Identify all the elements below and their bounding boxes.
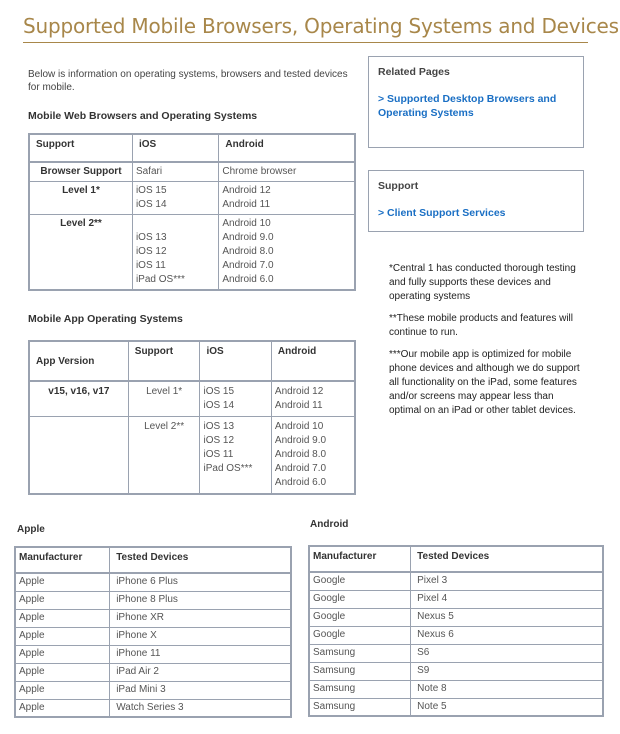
device-cell: S6 (411, 644, 603, 662)
device-cell: Note 5 (411, 698, 603, 716)
table-row (29, 162, 355, 182)
support-level: Level 1* (128, 381, 200, 417)
cell-line: Android 11 (222, 199, 271, 210)
cell-line: Android 6.0 (274, 477, 327, 488)
table-row (309, 572, 603, 590)
row-label: Level 1* (29, 182, 132, 215)
device-cell: S9 (411, 662, 603, 680)
app-version: v15, v16, v17 (29, 381, 128, 417)
device-cell: Note 8 (411, 680, 603, 698)
cell-line: Android 7.0 (222, 260, 274, 271)
device-cell: Pixel 3 (411, 572, 603, 590)
manufacturer-cell: Google (309, 572, 411, 590)
cell-line (136, 217, 215, 231)
table-row (309, 626, 603, 644)
cell-android (271, 417, 355, 495)
manufacturer-cell: Apple (15, 627, 110, 645)
cell-line: iOS 15 (135, 185, 167, 196)
table-row (29, 215, 355, 291)
table-header-row (29, 341, 355, 381)
related-pages-title: Related Pages (378, 66, 450, 78)
cell-ios (132, 162, 218, 182)
column-header: Manufacturer (309, 546, 411, 572)
cell-line: Android 9.0 (274, 435, 327, 446)
cell-line: Android 12 (222, 185, 271, 196)
table-row (15, 699, 291, 717)
table-row (309, 662, 603, 680)
cell-line: Android 11 (274, 400, 323, 411)
device-cell: Nexus 5 (411, 608, 603, 626)
cell-android (271, 381, 355, 417)
device-cell: iPhone X (110, 627, 291, 645)
footnote: ***Our mobile app is optimized for mobile phone devices and although we do support all functionality on the iPad, some features and/or screens may appear less than optimal on an iPad or other tablet devices. (389, 349, 580, 416)
device-cell: iPhone 11 (110, 645, 291, 663)
cell-line: Android 10 (222, 218, 271, 229)
cell-line: Android 8.0 (274, 449, 327, 460)
cell-ios (200, 417, 271, 495)
cell-line: iOS 13 (203, 421, 235, 432)
table-row (15, 609, 291, 627)
app-table (28, 340, 356, 495)
cell-line: iOS 11 (135, 260, 166, 271)
column-header: Android (219, 134, 355, 162)
manufacturer-cell: Apple (15, 573, 110, 591)
android-devices-table (308, 545, 604, 717)
browser-section-heading: Mobile Web Browsers and Operating Systems (28, 110, 258, 122)
cell-android (219, 162, 355, 182)
device-cell: iPad Air 2 (110, 663, 291, 681)
manufacturer-cell: Samsung (309, 680, 411, 698)
row-label: Level 2** (29, 215, 132, 291)
table-row (15, 645, 291, 663)
cell-line: Android 12 (274, 386, 324, 397)
table-header-row (309, 546, 603, 572)
column-header: Support (29, 134, 132, 162)
cell-ios (132, 215, 218, 291)
table-row (29, 381, 355, 417)
table-row (29, 182, 355, 215)
device-cell: iPad Mini 3 (110, 681, 291, 699)
table-row (15, 627, 291, 645)
device-cell: Watch Series 3 (110, 699, 291, 717)
column-header: Tested Devices (110, 547, 291, 573)
cell-line: Safari (135, 166, 163, 177)
table-header-row (29, 134, 355, 162)
table-row (29, 417, 355, 495)
table-row (309, 608, 603, 626)
table-row (15, 591, 291, 609)
cell-line: iOS 12 (203, 435, 235, 446)
manufacturer-cell: Google (309, 608, 411, 626)
app-version (29, 417, 128, 495)
device-cell: iPhone 8 Plus (110, 591, 291, 609)
device-cell: iPhone XR (110, 609, 291, 627)
cell-line: iOS 13 (135, 232, 167, 243)
manufacturer-cell: Google (309, 626, 411, 644)
table-row (15, 663, 291, 681)
table-row (15, 573, 291, 591)
manufacturer-cell: Samsung (309, 698, 411, 716)
manufacturer-cell: Google (309, 590, 411, 608)
device-cell: iPhone 6 Plus (110, 573, 291, 591)
cell-line: iOS 14 (203, 400, 235, 411)
cell-line: iPad OS*** (135, 274, 185, 285)
cell-line: iOS 14 (135, 199, 167, 210)
manufacturer-cell: Apple (15, 699, 110, 717)
manufacturer-cell: Apple (15, 591, 110, 609)
apple-devices-table (14, 546, 292, 718)
table-row (309, 590, 603, 608)
manufacturer-cell: Apple (15, 609, 110, 627)
cell-line: iOS 12 (135, 246, 167, 257)
cell-line: Android 7.0 (274, 463, 327, 474)
cell-line: Chrome browser (222, 166, 297, 177)
footnotes (389, 262, 587, 426)
client-support-link[interactable]: > Client Support Services (378, 207, 506, 219)
device-cell: Pixel 4 (411, 590, 603, 608)
table-header-row (15, 547, 291, 573)
column-header: iOS (132, 134, 218, 162)
column-header: Tested Devices (411, 546, 603, 572)
cell-android (219, 182, 355, 215)
manufacturer-cell: Apple (15, 663, 110, 681)
cell-ios (200, 381, 271, 417)
desktop-browsers-link[interactable]: > Supported Desktop Browsers and Operating Systems (378, 93, 557, 119)
apple-heading: Apple (17, 524, 45, 535)
cell-android (219, 215, 355, 291)
table-row (309, 680, 603, 698)
column-header: iOS (200, 341, 271, 381)
footnote: **These mobile products and features will continue to run. (389, 313, 573, 338)
support-level: Level 2** (128, 417, 200, 495)
support-title: Support (378, 180, 419, 192)
device-cell: Nexus 6 (411, 626, 603, 644)
cell-line: Android 9.0 (222, 232, 274, 243)
manufacturer-cell: Samsung (309, 644, 411, 662)
intro-text: Below is information on operating systems, browsers and tested devices for mobile. (28, 69, 348, 93)
cell-line: Android 10 (274, 421, 324, 432)
cell-line: Android 6.0 (222, 274, 274, 285)
footnote: *Central 1 has conducted thorough testing and fully supports these devices and operating systems (389, 263, 576, 302)
cell-ios (132, 182, 218, 215)
cell-line: iOS 11 (203, 449, 234, 460)
row-label: Browser Support (29, 162, 132, 182)
cell-line: iPad OS*** (203, 463, 253, 474)
manufacturer-cell: Samsung (309, 662, 411, 680)
related-pages-box (368, 56, 584, 148)
support-box (368, 170, 584, 232)
manufacturer-cell: Apple (15, 681, 110, 699)
app-section-heading: Mobile App Operating Systems (28, 313, 183, 325)
table-row (15, 681, 291, 699)
cell-line: iOS 15 (203, 386, 235, 397)
manufacturer-cell: Apple (15, 645, 110, 663)
column-header: Support (128, 341, 200, 381)
column-header: Manufacturer (15, 547, 110, 573)
column-header: App Version (29, 341, 128, 381)
android-heading: Android (310, 519, 349, 530)
browser-table (28, 133, 356, 291)
page-title: Supported Mobile Browsers, Operating Systems and Devices (23, 14, 588, 43)
table-row (309, 644, 603, 662)
table-row (309, 698, 603, 716)
column-header: Android (271, 341, 355, 381)
cell-line: Android 8.0 (222, 246, 274, 257)
